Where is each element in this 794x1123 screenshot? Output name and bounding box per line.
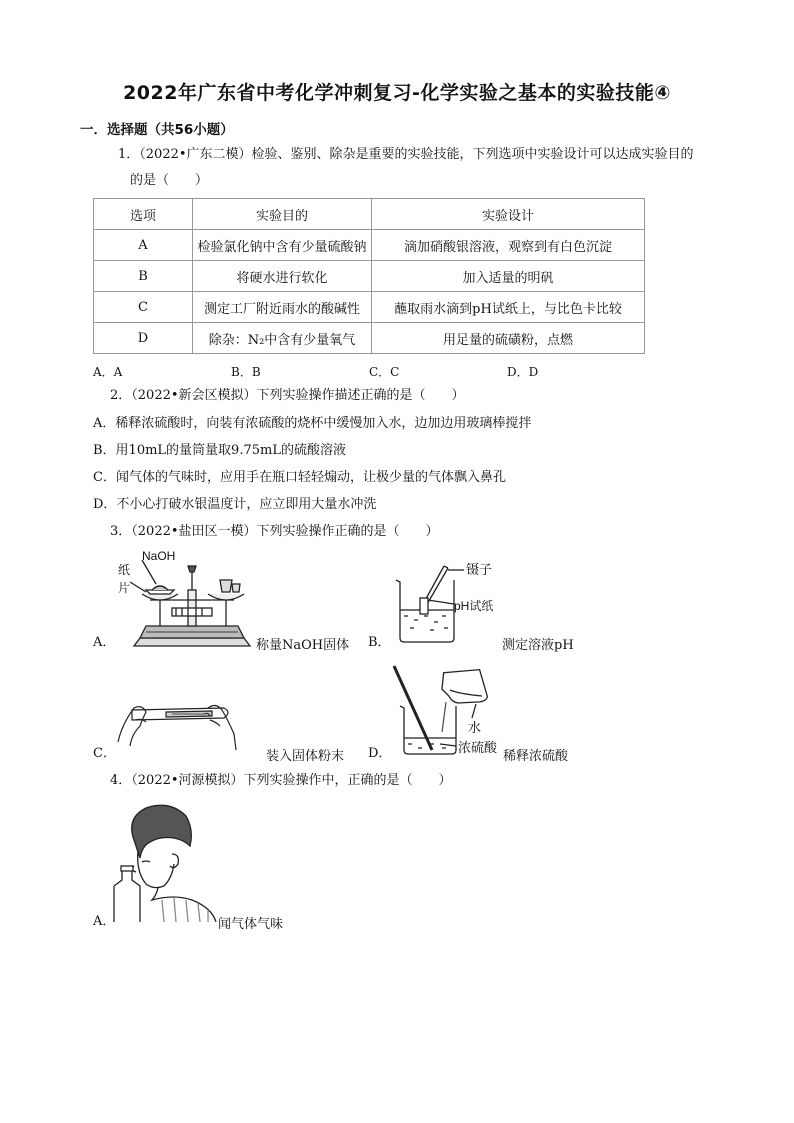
section-heading: 一．选择题（共56小题） [80, 122, 234, 138]
q1-stem-line1: 1．（2022•广东二模）检验、鉴别、除杂是重要的实验技能，下列选项中实验设计可以达成实验目的 [118, 147, 694, 162]
choice-a[interactable]: A．A [93, 365, 123, 379]
q3-stem: 3．（2022•盐田区一模）下列实验操作正确的是（ ） [110, 524, 439, 539]
table-header: 选项 [94, 199, 193, 230]
q2-option-b[interactable]: B．用10mL的量筒量取9.75mL的硫酸溶液 [93, 443, 346, 458]
acid-label: 浓硫酸 [458, 740, 498, 755]
table-cell: 测定工厂附近雨水的酸碱性 [193, 292, 372, 323]
q4-a-letter[interactable]: A． [93, 914, 116, 929]
table-cell: 蘸取雨水滴到pH试纸上，与比色卡比较 [372, 292, 645, 323]
q3-a-caption: 称量NaOH固体 [256, 638, 350, 653]
choice-b[interactable]: B．B [231, 365, 261, 379]
q3-a-letter[interactable]: A． [93, 635, 116, 650]
q2-option-a[interactable]: A．稀释浓硫酸时，向装有浓硫酸的烧杯中缓慢加入水，边加边用玻璃棒搅拌 [93, 416, 532, 431]
table-header: 实验目的 [193, 199, 372, 230]
table-header-row [94, 199, 645, 230]
q3-b-letter[interactable]: B． [368, 635, 391, 650]
table-row [94, 261, 645, 292]
dilute-acid-figure [390, 660, 510, 760]
table-cell: 用足量的硫磺粉，点燃 [372, 323, 645, 354]
q1-table [93, 198, 645, 354]
table-header: 实验设计 [372, 199, 645, 230]
table-cell: 将硬水进行软化 [193, 261, 372, 292]
table-row [94, 323, 645, 354]
table-cell: D [94, 323, 193, 354]
test-tube-hands-figure [112, 690, 242, 762]
choice-d[interactable]: D．D [507, 365, 539, 379]
q4-a-caption: 闻气体气味 [218, 917, 284, 932]
table-cell: A [94, 230, 193, 261]
q4-stem: 4．（2022•河源模拟）下列实验操作中，正确的是（ ） [110, 773, 452, 788]
paper-label-1: 纸 [118, 563, 131, 577]
q3-b-caption: 测定溶液pH [502, 638, 574, 653]
q2-stem: 2．（2022•新会区模拟）下列实验操作描述正确的是（ ） [110, 388, 465, 403]
q3-d-letter[interactable]: D． [368, 746, 392, 761]
table-cell: B [94, 261, 193, 292]
q2-option-c[interactable]: C．闻气体的气味时，应用手在瓶口轻轻煽动，让极少量的气体飘入鼻孔 [93, 470, 506, 485]
table-row [94, 230, 645, 261]
table-cell: 加入适量的明矾 [372, 261, 645, 292]
q3-c-caption: 装入固体粉末 [266, 749, 345, 764]
table-cell: 检验氯化钠中含有少量硫酸钠 [193, 230, 372, 261]
q2-option-d[interactable]: D．不小心打破水银温度计，应立即用大量水冲洗 [93, 497, 377, 512]
table-row [94, 292, 645, 323]
ph-paper-label: pH试纸 [454, 599, 494, 613]
q1-stem-line2: 的是（ ） [130, 173, 209, 188]
beaker-ph-figure [390, 558, 510, 646]
water-label: 水 [468, 720, 482, 735]
q3-d-caption: 稀释浓硫酸 [503, 749, 569, 764]
table-cell: 滴加硝酸银溶液，观察到有白色沉淀 [372, 230, 645, 261]
page-title: 2022年广东省中考化学冲刺复习-化学实验之基本的实验技能④ [123, 82, 671, 104]
table-cell: C [94, 292, 193, 323]
q1-choices [93, 361, 645, 380]
smelling-gas-figure [112, 800, 224, 922]
choice-c[interactable]: C．C [369, 365, 400, 379]
naoh-label: NaOH [142, 549, 176, 563]
paper-label-2: 片 [118, 581, 131, 595]
q3-c-letter[interactable]: C． [93, 746, 116, 761]
tweezers-label: 镊子 [466, 562, 493, 577]
balance-figure [112, 548, 262, 652]
table-cell: 除杂：N₂中含有少量氧气 [193, 323, 372, 354]
